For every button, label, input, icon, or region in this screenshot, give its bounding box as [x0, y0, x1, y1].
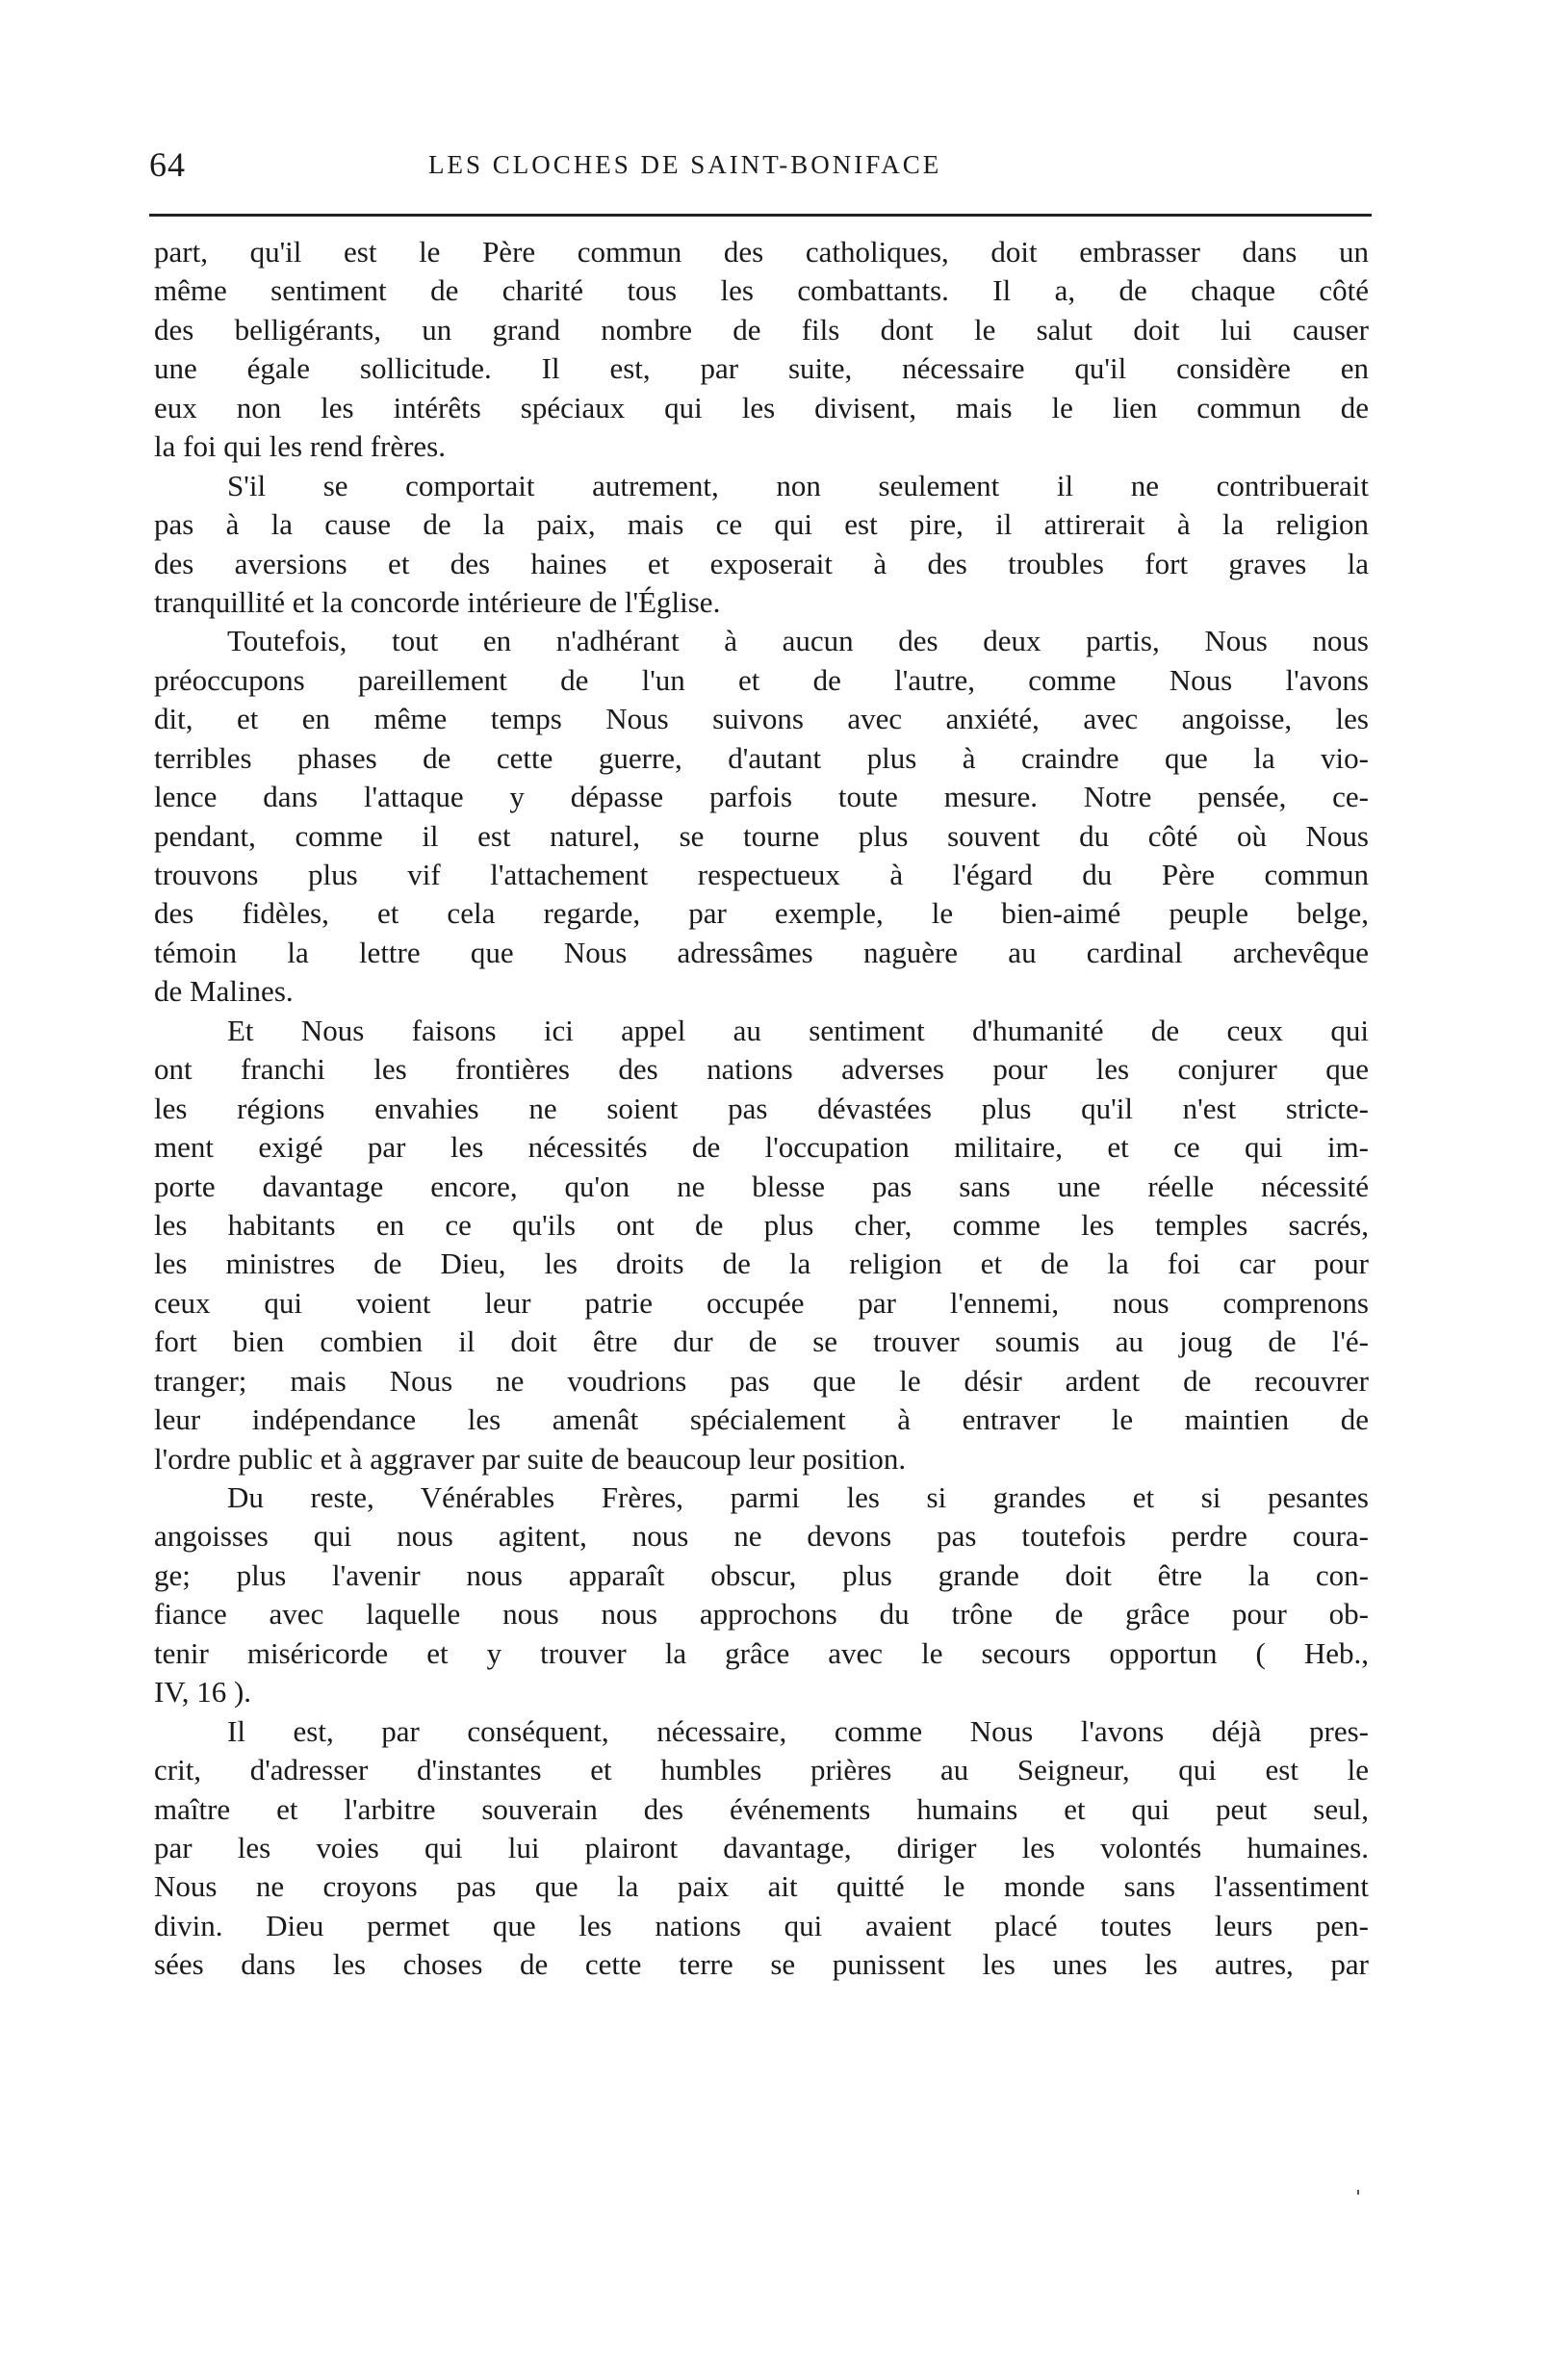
text-line: préoccupons pareillement de l'un et de l'autre, comme Nous l'avons: [154, 662, 1369, 697]
text-line: Toutefois, tout en n'adhérant à aucun des deux partis, Nous nous: [227, 624, 1369, 658]
text-line: fiance avec laquelle nous nous approchons du trône de grâce pour ob-: [154, 1597, 1369, 1632]
text-line: tranger; mais Nous ne voudrions pas que le désir ardent de recouvrer: [154, 1363, 1369, 1398]
text-line: Et Nous faisons ici appel au sentiment d'humanité de ceux qui: [227, 1013, 1369, 1047]
text-line: leur indépendance les amenât spécialement à entraver le maintien de: [154, 1402, 1369, 1437]
text-line: même sentiment de charité tous les combattants. Il a, de chaque côté: [154, 273, 1369, 308]
text-line: de Malines.: [154, 974, 294, 1009]
text-line: des fidèles, et cela regarde, par exemple, le bien-aimé peuple belge,: [154, 896, 1369, 931]
page-number: 64: [149, 145, 186, 184]
text-line: tranquillité et la concorde intérieure de l'Église.: [154, 584, 721, 619]
running-head: [149, 144, 1372, 183]
text-line: Nous ne croyons pas que la paix ait quitté le monde sans l'assentiment: [154, 1869, 1369, 1904]
text-line: fort bien combien il doit être dur de se trouver soumis au joug de l'é-: [154, 1324, 1369, 1359]
text-line: des belligérants, un grand nombre de fils dont le salut doit lui causer: [154, 312, 1369, 347]
text-line: des aversions et des haines et exposerait à des troubles fort graves la: [154, 546, 1369, 580]
text-line: ment exigé par les nécessités de l'occupation militaire, et ce qui im-: [154, 1130, 1369, 1165]
text-line: sées dans les choses de cette terre se punissent les unes les autres, par: [154, 1947, 1369, 1982]
text-line: eux non les intérêts spéciaux qui les divisent, mais le lien commun de: [154, 390, 1369, 424]
text-line: l'ordre public et à aggraver par suite de beaucoup leur position.: [154, 1441, 907, 1476]
text-line: une égale sollicitude. Il est, par suite, nécessaire qu'il considère en: [154, 351, 1369, 386]
text-line: ceux qui voient leur patrie occupée par l'ennemi, nous comprenons: [154, 1285, 1369, 1320]
text-line: Du reste, Vénérables Frères, parmi les si grandes et si pesantes: [227, 1480, 1369, 1514]
text-line: trouvons plus vif l'attachement respectueux à l'égard du Père commun: [154, 858, 1369, 891]
body-text: [154, 233, 1369, 1985]
text-line: maître et l'arbitre souverain des événements humains et qui peut seul,: [154, 1791, 1369, 1826]
text-line: ont franchi les frontières des nations adverses pour les conjurer que: [154, 1052, 1369, 1087]
text-line: terribles phases de cette guerre, d'autant plus à craindre que la vio-: [154, 740, 1369, 775]
text-line: part, qu'il est le Père commun des catholiques, doit embrasser dans un: [154, 235, 1369, 269]
text-line: IV, 16 ).: [154, 1675, 252, 1709]
text-line: ge; plus l'avenir nous apparaît obscur, plus grande doit être la con-: [154, 1557, 1369, 1592]
header-rule: [149, 214, 1372, 217]
text-line: divin. Dieu permet que les nations qui avaient placé toutes leurs pen-: [154, 1908, 1369, 1942]
text-line: pas à la cause de la paix, mais ce qui est pire, il attirerait à la religion: [154, 507, 1369, 542]
text-line: les ministres de Dieu, les droits de la religion et de la foi car pour: [154, 1247, 1369, 1281]
text-line: S'il se comportait autrement, non seulement il ne contribuerait: [227, 468, 1369, 502]
text-line: angoisses qui nous agitent, nous ne devons pas toutefois perdre coura-: [154, 1519, 1369, 1554]
text-line: les habitants en ce qu'ils ont de plus cher, comme les temples sacrés,: [154, 1207, 1369, 1242]
text-line: Il est, par conséquent, nécessaire, comme Nous l'avons déjà pres-: [227, 1713, 1369, 1748]
text-line: pendant, comme il est naturel, se tourne plus souvent du côté où Nous: [154, 818, 1369, 853]
text-line: par les voies qui lui plairont davantage, diriger les volontés humaines.: [154, 1830, 1369, 1864]
running-title: LES CLOCHES DE SAINT-BONIFACE: [428, 150, 942, 179]
print-speck: [1357, 2190, 1359, 2195]
text-line: les régions envahies ne soient pas dévastées plus qu'il n'est stricte-: [154, 1091, 1369, 1125]
text-line: témoin la lettre que Nous adressâmes naguère au cardinal archevêque: [154, 935, 1369, 969]
text-line: crit, d'adresser d'instantes et humbles prières au Seigneur, qui est le: [154, 1753, 1369, 1787]
text-line: la foi qui les rend frères.: [154, 429, 446, 464]
text-line: tenir miséricorde et y trouver la grâce avec le secours opportun ( Heb.,: [154, 1635, 1369, 1670]
text-line: dit, et en même temps Nous suivons avec anxiété, avec angoisse, les: [154, 702, 1369, 736]
text-line: lence dans l'attaque y dépasse parfois toute mesure. Notre pensée, ce-: [154, 780, 1369, 814]
text-line: porte davantage encore, qu'on ne blesse pas sans une réelle nécessité: [154, 1169, 1369, 1203]
